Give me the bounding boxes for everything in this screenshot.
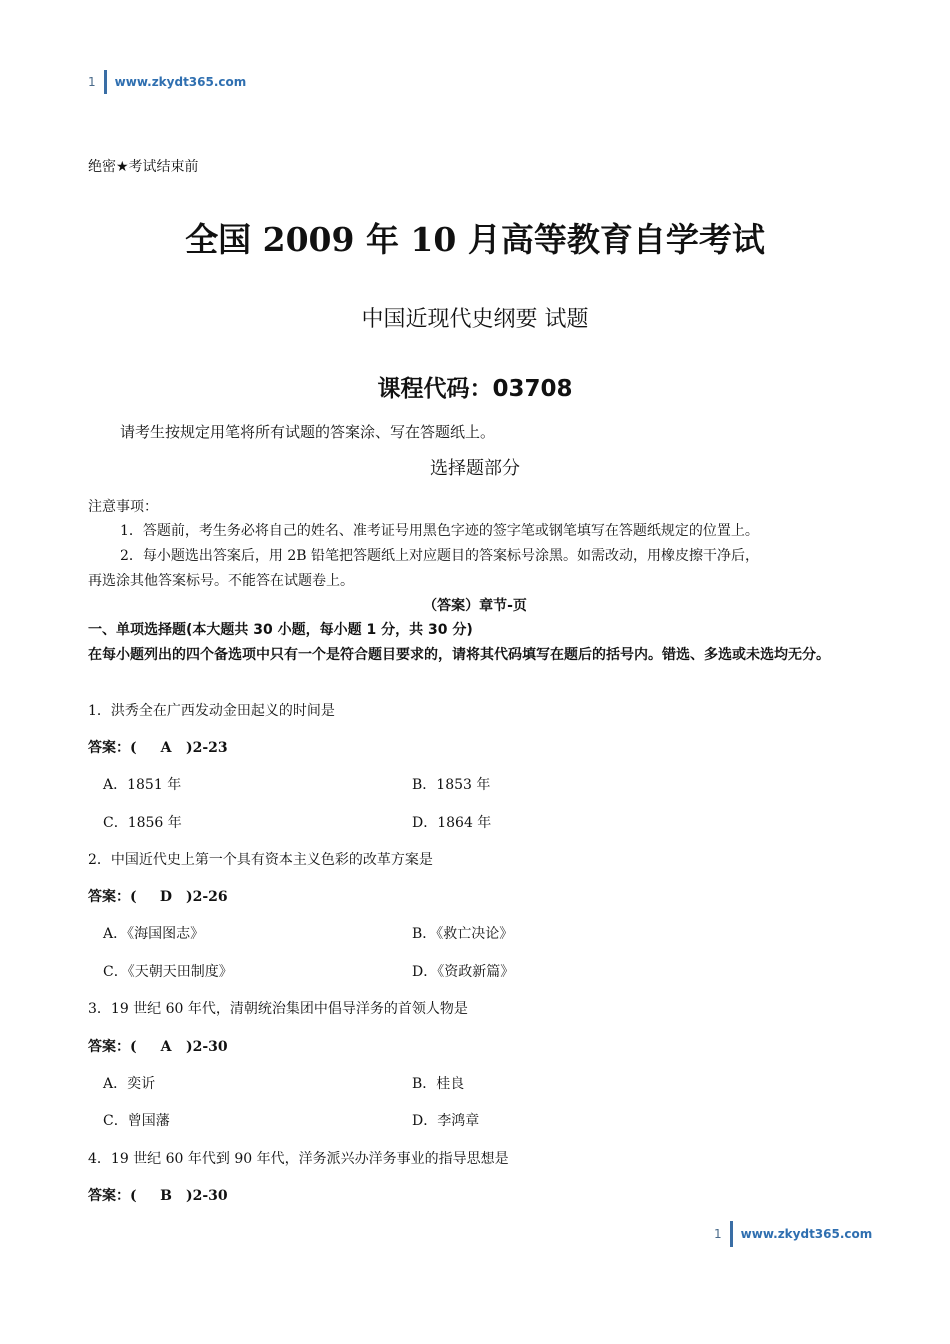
option-3b: B．桂良 <box>412 1076 465 1092</box>
answer-legend: （答案）章节-页 <box>423 598 527 614</box>
answer-letter: B <box>160 1188 172 1204</box>
answer-2 <box>88 886 228 906</box>
exam-instruction: 请考生按规定用笔将所有试题的答案涂、写在答题纸上。 <box>120 423 496 441</box>
answer-4 <box>88 1185 228 1205</box>
answer-label: 答案： <box>88 1039 130 1055</box>
answer-1 <box>88 737 228 757</box>
option-2a: A．《海国图志》 <box>103 926 205 942</box>
part-heading: 一、单项选择题(本大题共 30 小题，每小题 1 分，共 30 分) <box>88 622 473 638</box>
answer-label: 答案： <box>88 889 130 905</box>
question-3: 3．19 世纪 60 年代，清朝统治集团中倡导洋务的首领人物是 <box>88 1001 468 1017</box>
page-header <box>88 70 246 94</box>
answer-3 <box>88 1036 228 1056</box>
notes-heading: 注意事项： <box>88 499 158 515</box>
option-2d: D．《资政新篇》 <box>412 964 515 980</box>
header-divider <box>104 70 107 94</box>
footer-url: www.zkydt365.com <box>740 1227 873 1241</box>
option-1a: A．1851 年 <box>103 777 182 793</box>
note-2-line-1: 2．每小题选出答案后，用 2B 铅笔把答题纸上对应题目的答案标号涂黑。如需改动，用橡皮擦干净后， <box>120 548 760 564</box>
answer-label: 答案： <box>88 1188 130 1204</box>
document-title: 全国 2009 年 10 月高等教育自学考试 <box>185 220 765 259</box>
option-3d: D．李鸿章 <box>412 1113 480 1129</box>
option-3a: A．奕䜣 <box>103 1076 156 1092</box>
answer-open-paren: ( <box>130 740 137 756</box>
document-subtitle: 中国近现代史纲要 试题 <box>361 307 589 332</box>
option-1d: D．1864 年 <box>412 815 492 831</box>
header-url: www.zkydt365.com <box>114 75 247 89</box>
note-2-line-2: 再选涂其他答案标号。不能答在试题卷上。 <box>88 573 354 589</box>
answer-open-paren: ( <box>130 1039 137 1055</box>
option-3c: C．曾国藩 <box>103 1113 170 1129</box>
answer-reference: )2-30 <box>186 1188 228 1204</box>
answer-reference: )2-26 <box>186 889 228 905</box>
option-2b: B．《救亡决论》 <box>412 926 514 942</box>
question-2: 2．中国近代史上第一个具有资本主义色彩的改革方案是 <box>88 852 433 868</box>
answer-open-paren: ( <box>130 889 137 905</box>
answer-letter: D <box>159 889 173 905</box>
answer-reference: )2-23 <box>186 740 228 756</box>
answer-open-paren: ( <box>130 1188 137 1204</box>
part-description: 在每小题列出的四个备选项中只有一个是符合题目要求的，请将其代码填写在题后的括号内。错选、多选或未选均无分。 <box>88 647 830 663</box>
page-footer <box>714 1221 872 1247</box>
secret-mark: 绝密★考试结束前 <box>88 159 199 175</box>
answer-letter: A <box>160 740 172 756</box>
answer-label: 答案： <box>88 740 130 756</box>
footer-divider <box>730 1221 733 1247</box>
header-page-number: 1 <box>88 75 96 89</box>
note-1: 1．答题前，考生务必将自己的姓名、准考证号用黑色字迹的签字笔或钢笔填写在答题纸规定的位置上。 <box>120 523 759 539</box>
answer-letter: A <box>160 1039 172 1055</box>
option-2c: C．《天朝天田制度》 <box>103 964 233 980</box>
question-1: 1．洪秀全在广西发动金田起义的时间是 <box>88 703 335 719</box>
section-title: 选择题部分 <box>430 458 520 479</box>
answer-reference: )2-30 <box>186 1039 228 1055</box>
option-1b: B．1853 年 <box>412 777 491 793</box>
option-1c: C．1856 年 <box>103 815 182 831</box>
footer-page-number: 1 <box>714 1227 722 1241</box>
question-4: 4．19 世纪 60 年代到 90 年代，洋务派兴办洋务事业的指导思想是 <box>88 1151 509 1167</box>
course-code: 课程代码：03708 <box>377 376 573 402</box>
